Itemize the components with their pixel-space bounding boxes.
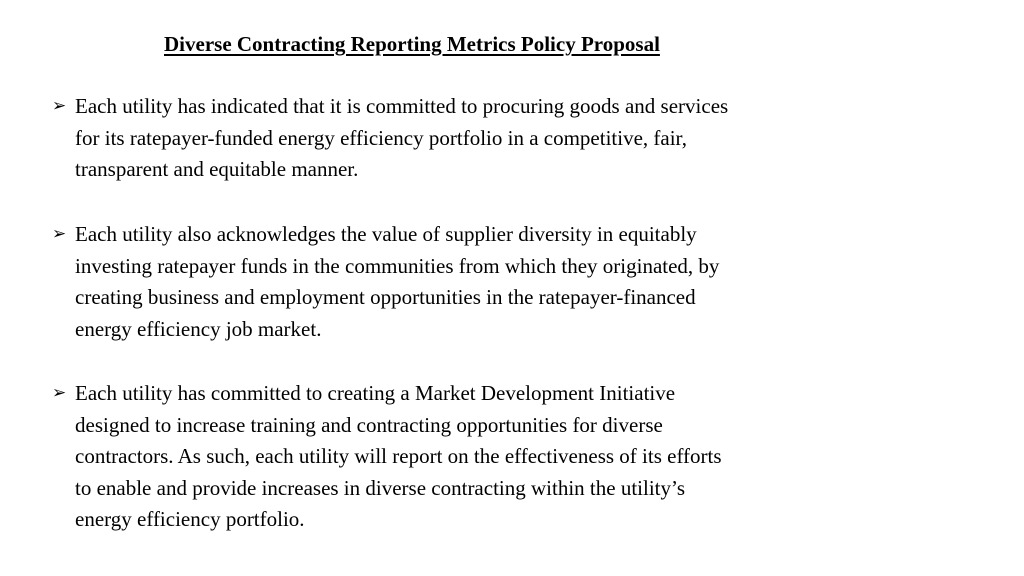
arrow-bullet-icon: ➢: [52, 224, 67, 244]
bullet-line: Each utility has indicated that it is committed to procuring goods and services: [75, 94, 729, 118]
slide-title: Diverse Contracting Reporting Metrics Policy Proposal: [164, 32, 660, 56]
bullet-text: [75, 91, 932, 186]
arrow-bullet-icon: ➢: [52, 383, 67, 403]
bullet-line: energy efficiency portfolio.: [75, 507, 305, 531]
bullet-line: Each utility also acknowledges the value of supplier diversity in equitably: [75, 222, 697, 246]
bullet-line: contractors. As such, each utility will report on the effectiveness of its efforts: [75, 444, 722, 468]
bullet-text: [75, 219, 932, 345]
bullet-line: Each utility has committed to creating a Market Development Initiative: [75, 381, 676, 405]
bullet-line: energy efficiency job market.: [75, 316, 322, 341]
bullet-line: for its ratepayer-funded energy efficiency portfolio in a competitive, fair,: [75, 125, 687, 150]
bullet-line: designed to increase training and contracting opportunities for diverse: [75, 412, 663, 437]
bullet-line: transparent and equitable manner.: [75, 157, 359, 181]
bullet-line: to enable and provide increases in diverse contracting within the utility’s: [75, 475, 685, 500]
bullet-item-supplier-diversity: [52, 219, 932, 345]
bullet-item-market-development: [52, 378, 932, 536]
arrow-bullet-icon: ➢: [52, 96, 67, 116]
bullet-item-commitment: [52, 91, 932, 186]
bullet-line: investing ratepayer funds in the communities from which they originated, by: [75, 253, 720, 278]
bullet-text: [75, 378, 932, 536]
bullet-line: creating business and employment opportunities in the ratepayer-financed: [75, 285, 696, 309]
